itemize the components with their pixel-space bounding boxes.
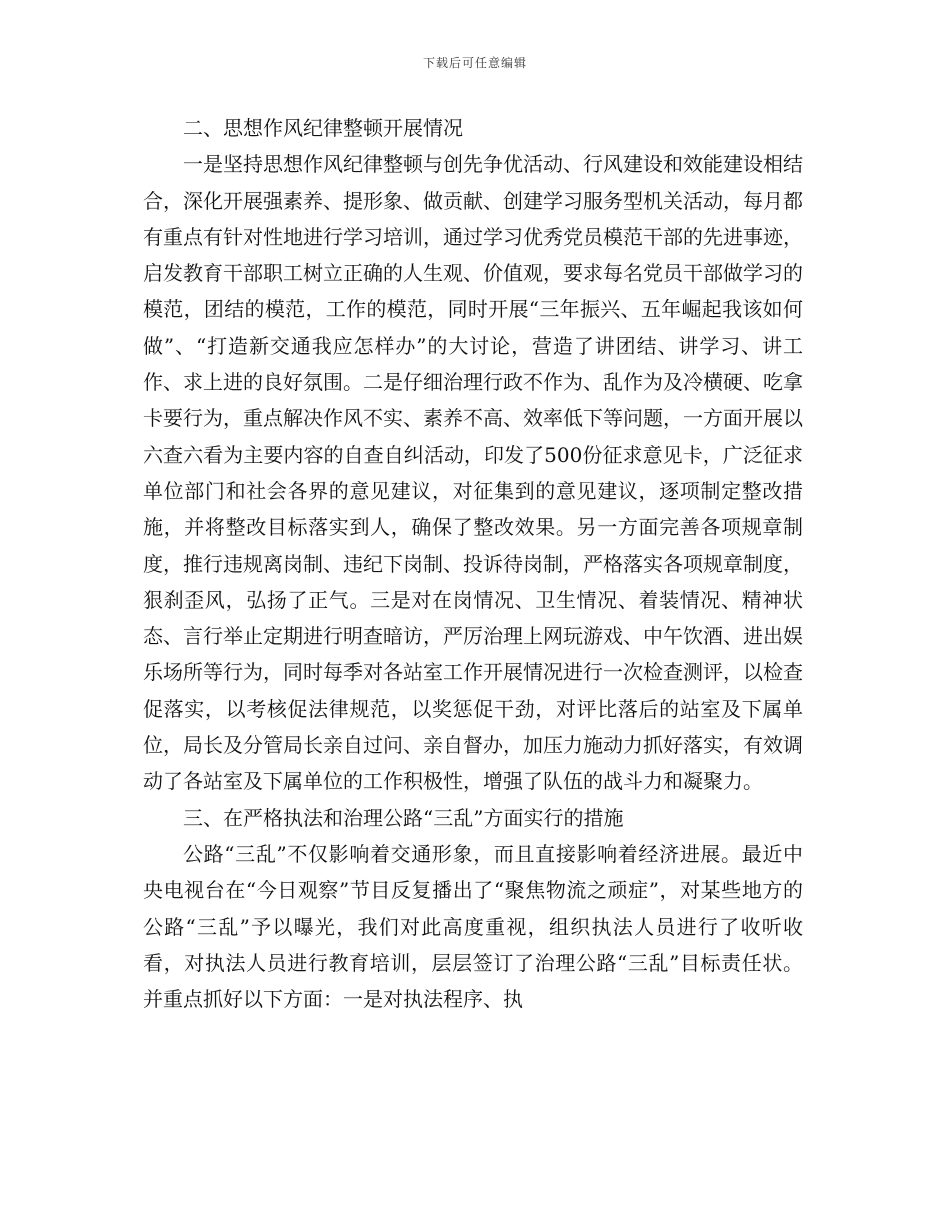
document-body — [143, 110, 803, 1017]
page-header: 下载后可任意编辑 — [422, 56, 527, 70]
body-paragraph: 一是坚持思想作风纪律整顿与创先争优活动、行风建设和效能建设相结合，深化开展强素养、提形象、做贡献、创建学习服务型机关活动，每月都有重点有针对性地进行学习培训，通过学习优秀党员模范干部的先进事迹，启发教育干部职工树立正确的人生观、价值观，要求每名党员干部做学习的模范，团结的模范，工作的模范，同时开展“三年振兴、五年崛起我该如何做”、“打造新交通我应怎样办”的大讨论，营造了讲团结、讲学习、讲工作、求上进的良好氛围。二是仔细治理行政不作为、乱作为及冷横硬、吃拿卡要行为，重点解决作风不实、素养不高、效率低下等问题，一方面开展以六查六看为主要内容的自查自纠活动，印发了500份征求意见卡，广泛征求单位部门和社会各界的意见建议，对征集到的意见建议，逐项制定整改措施，并将整改目标落实到人，确保了整改效果。另一方面完善各项规章制度，推行违规离岗制、违纪下岗制、投诉待岗制，严格落实各项规章制度，狠刹歪风，弘扬了正气。三是对在岗情况、卫生情况、着装情况、精神状态、言行举止定期进行明查暗访，严厉治理上网玩游戏、中午饮酒、进出娱乐场所等行为，同时每季对各站室工作开展情况进行一次检查测评，以检查促落实，以考核促法律规范，以奖惩促干劲，对评比落后的站室及下属单位，局长及分管局长亲自过问、亲自督办，加压力施动力抓好落实，有效调动了各站室及下属单位的工作积极性，增强了队伍的战斗力和凝聚力。 — [143, 152, 803, 794]
body-paragraph: 公路“三乱”不仅影响着交通形象，而且直接影响着经济进展。最近中央电视台在“今日观察”节目反复播出了“聚焦物流之顽症”，对某些地方的公路“三乱”予以曝光，我们对此高度重视，组织执法人员进行了收听收看，对执法人员进行教育培训，层层签订了治理公路“三乱”目标责任状。并重点抓好以下方面：一是对执法程序、执 — [143, 841, 803, 1012]
section-heading: 三、在严格执法和治理公路“三乱”方面实行的措施 — [183, 805, 624, 830]
section-heading: 二、思想作风纪律整顿开展情况 — [183, 116, 463, 140]
